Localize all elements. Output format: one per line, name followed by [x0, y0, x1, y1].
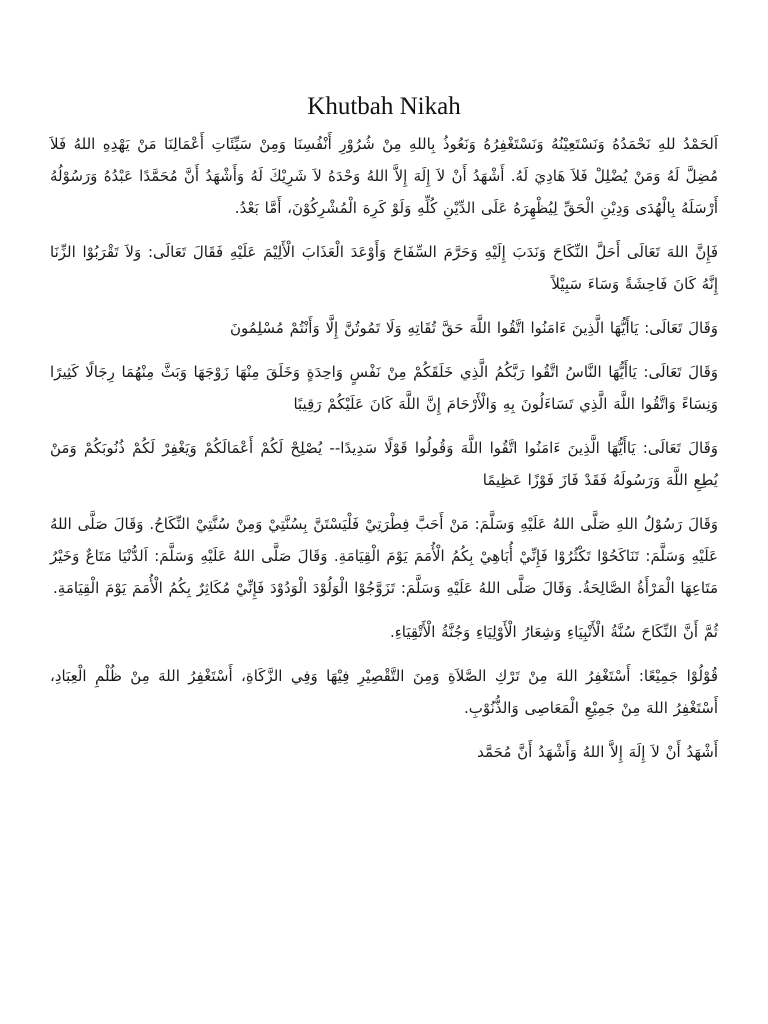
- paragraph-shahada: أَشْهَدُ أَنْ لاَ إِلَهَ إِلاَّ اللهُ وَأَشْهَدُ أَنَّ مُحَمَّد: [477, 743, 718, 761]
- paragraph-hadith: وَقَالَ رَسُوْلُ اللهِ صَلَّى اللهُ عَلَيْهِ وَسَلَّمَ: مَنْ أَحَبَّ فِطْرَتِيْ فَلْيَسْتَنَّ بِسُنَّتِيْ وَمِنْ سُنَّتِيْ النِّكَاحُ. وَقَالَ صَلَّى اللهُ عَلَيْهِ وَسَلَّمَ: تَنَاكَحُوْا تَكْثُرُوْا فَإِنِّيْ أُبَاهِيْ بِكُمُ الْأُمَمَ يَوْمَ الْقِيَامَةِ. وَقَالَ صَلَّى اللهُ عَلَيْهِ وَسَلَّمَ: اَلدُّنْيَا مَتَاعٌ وَخَيْرُ مَتَاعِهَا الْمَرْأَةُ الصَّالِحَةُ. وَقَالَ صَلَّى اللهُ عَلَيْهِ وَسَلَّمَ: تَزَوَّجُوْا الْوَلُوْدَ الْوَدُوْدَ فَإِنِّيْ مُكَاثِرٌ بِكُمُ الْأُمَمَ يَوْمَ الْقِيَامَةِ.: [50, 515, 718, 597]
- paragraph-verse-al-ahzab: وَقَالَ تَعَالَى: يَاأَيُّهَا الَّذِينَ ءَامَنُوا اتَّقُوا اللَّهَ وَقُولُوا قَوْلًا سَدِيدًا-- يُصْلِحْ لَكُمْ أَعْمَالَكُمْ وَيَغْفِرْ لَكُمْ ذُنُوبَكُمْ وَمَنْ يُطِعِ اللَّهَ وَرَسُولَهُ فَقَدْ فَازَ فَوْزًا عَظِيمًا: [50, 439, 718, 489]
- document-title: Khutbah Nikah: [307, 93, 461, 120]
- paragraph-verse-taqwa: وَقَالَ تَعَالَى: يَاأَيُّهَا الَّذِينَ ءَامَنُوا اتَّقُوا اللَّهَ حَقَّ تُقَاتِهِ وَلَا تَمُوتُنَّ إِلَّا وَأَنْتُمْ مُسْلِمُونَ: [230, 319, 718, 337]
- paragraph-nikah-lawful: فَإِنَّ اللهَ تَعَالَى أَحَلَّ النِّكَاحَ وَنَدَبَ إِلَيْهِ وَحَرَّمَ السِّفَاحَ وَأَوْعَدَ الْعَذَابَ الْأَلِيْمَ عَلَيْهِ فَقَالَ تَعَالَى: وَلاَ تَقْرَبُوْا الزِّنَا إِنَّهُ كَانَ فَاحِشَةً وَسَاءَ سَبِيْلاً: [50, 243, 718, 293]
- paragraph-sunnah: ثُمَّ أَنَّ النِّكَاحَ سُنَّةُ الْأَنْبِيَاءِ وَشِعَارُ الْأَوْلِيَاءِ وَجُنَّةُ الْأَتْقِيَاءِ.: [389, 623, 718, 641]
- paragraph-verse-an-nisa: وَقَالَ تَعَالَى: يَاأَيُّهَا النَّاسُ اتَّقُوا رَبَّكُمُ الَّذِي خَلَقَكُمْ مِنْ نَفْسٍ وَاحِدَةٍ وَخَلَقَ مِنْهَا زَوْجَهَا وَبَثَّ مِنْهُمَا رِجَالًا كَثِيرًا وَنِسَاءً وَاتَّقُوا اللَّهَ الَّذِي تَسَاءَلُونَ بِهِ وَالْأَرْحَامَ إِنَّ اللَّهَ كَانَ عَلَيْكُمْ رَقِيبًا: [50, 363, 718, 413]
- khutbah-body: [50, 128, 718, 768]
- paragraph-opening-praise: اَلحَمْدُ للهِ نَحْمَدُهُ وَنَسْتَعِيْنُهُ وَنَسْتَغْفِرُهُ وَنَعُوذُ بِاللهِ مِنْ شُرُوْرِ أَنْفُسِنَا وَمِنْ سَيِّئَاتِ أَعْمَالِنَا مَنْ يَهْدِهِ اللهُ فَلاَ مُضِلَّ لَهُ وَمَنْ يُضْلِلْ فَلاَ هَادِيَ لَهُ. أَشْهَدُ أَنْ لاَ إِلَهَ إِلاَّ اللهُ وَحْدَهُ لاَ شَرِيْكَ لَهُ وَأَشْهَدُ أَنَّ مُحَمَّدًا عَبْدُهُ وَرَسُوْلُهُ أَرْسَلَهُ بِالْهُدَى وَدِيْنِ الْحَقِّ لِيُظْهِرَهُ عَلَى الدِّيْنِ كُلِّهِ وَلَوْ كَرِهَ الْمُشْرِكُوْنَ، أَمَّا بَعْدُ.: [50, 135, 718, 217]
- paragraph-istighfar: قُوْلُوْا جَمِيْعًا: أَسْتَغْفِرُ اللهَ مِنْ تَرْكِ الصَّلاَةِ وَمِنَ التَّقْصِيْرِ فِيْهَا وَفِي الزَّكَاةِ، أَسْتَغْفِرُ اللهَ مِنْ ظُلْمِ الْعِبَادِ، أَسْتَغْفِرُ اللهَ مِنْ جَمِيْعِ الْمَعَاصِى وَالذُّنُوْبِ.: [50, 667, 718, 717]
